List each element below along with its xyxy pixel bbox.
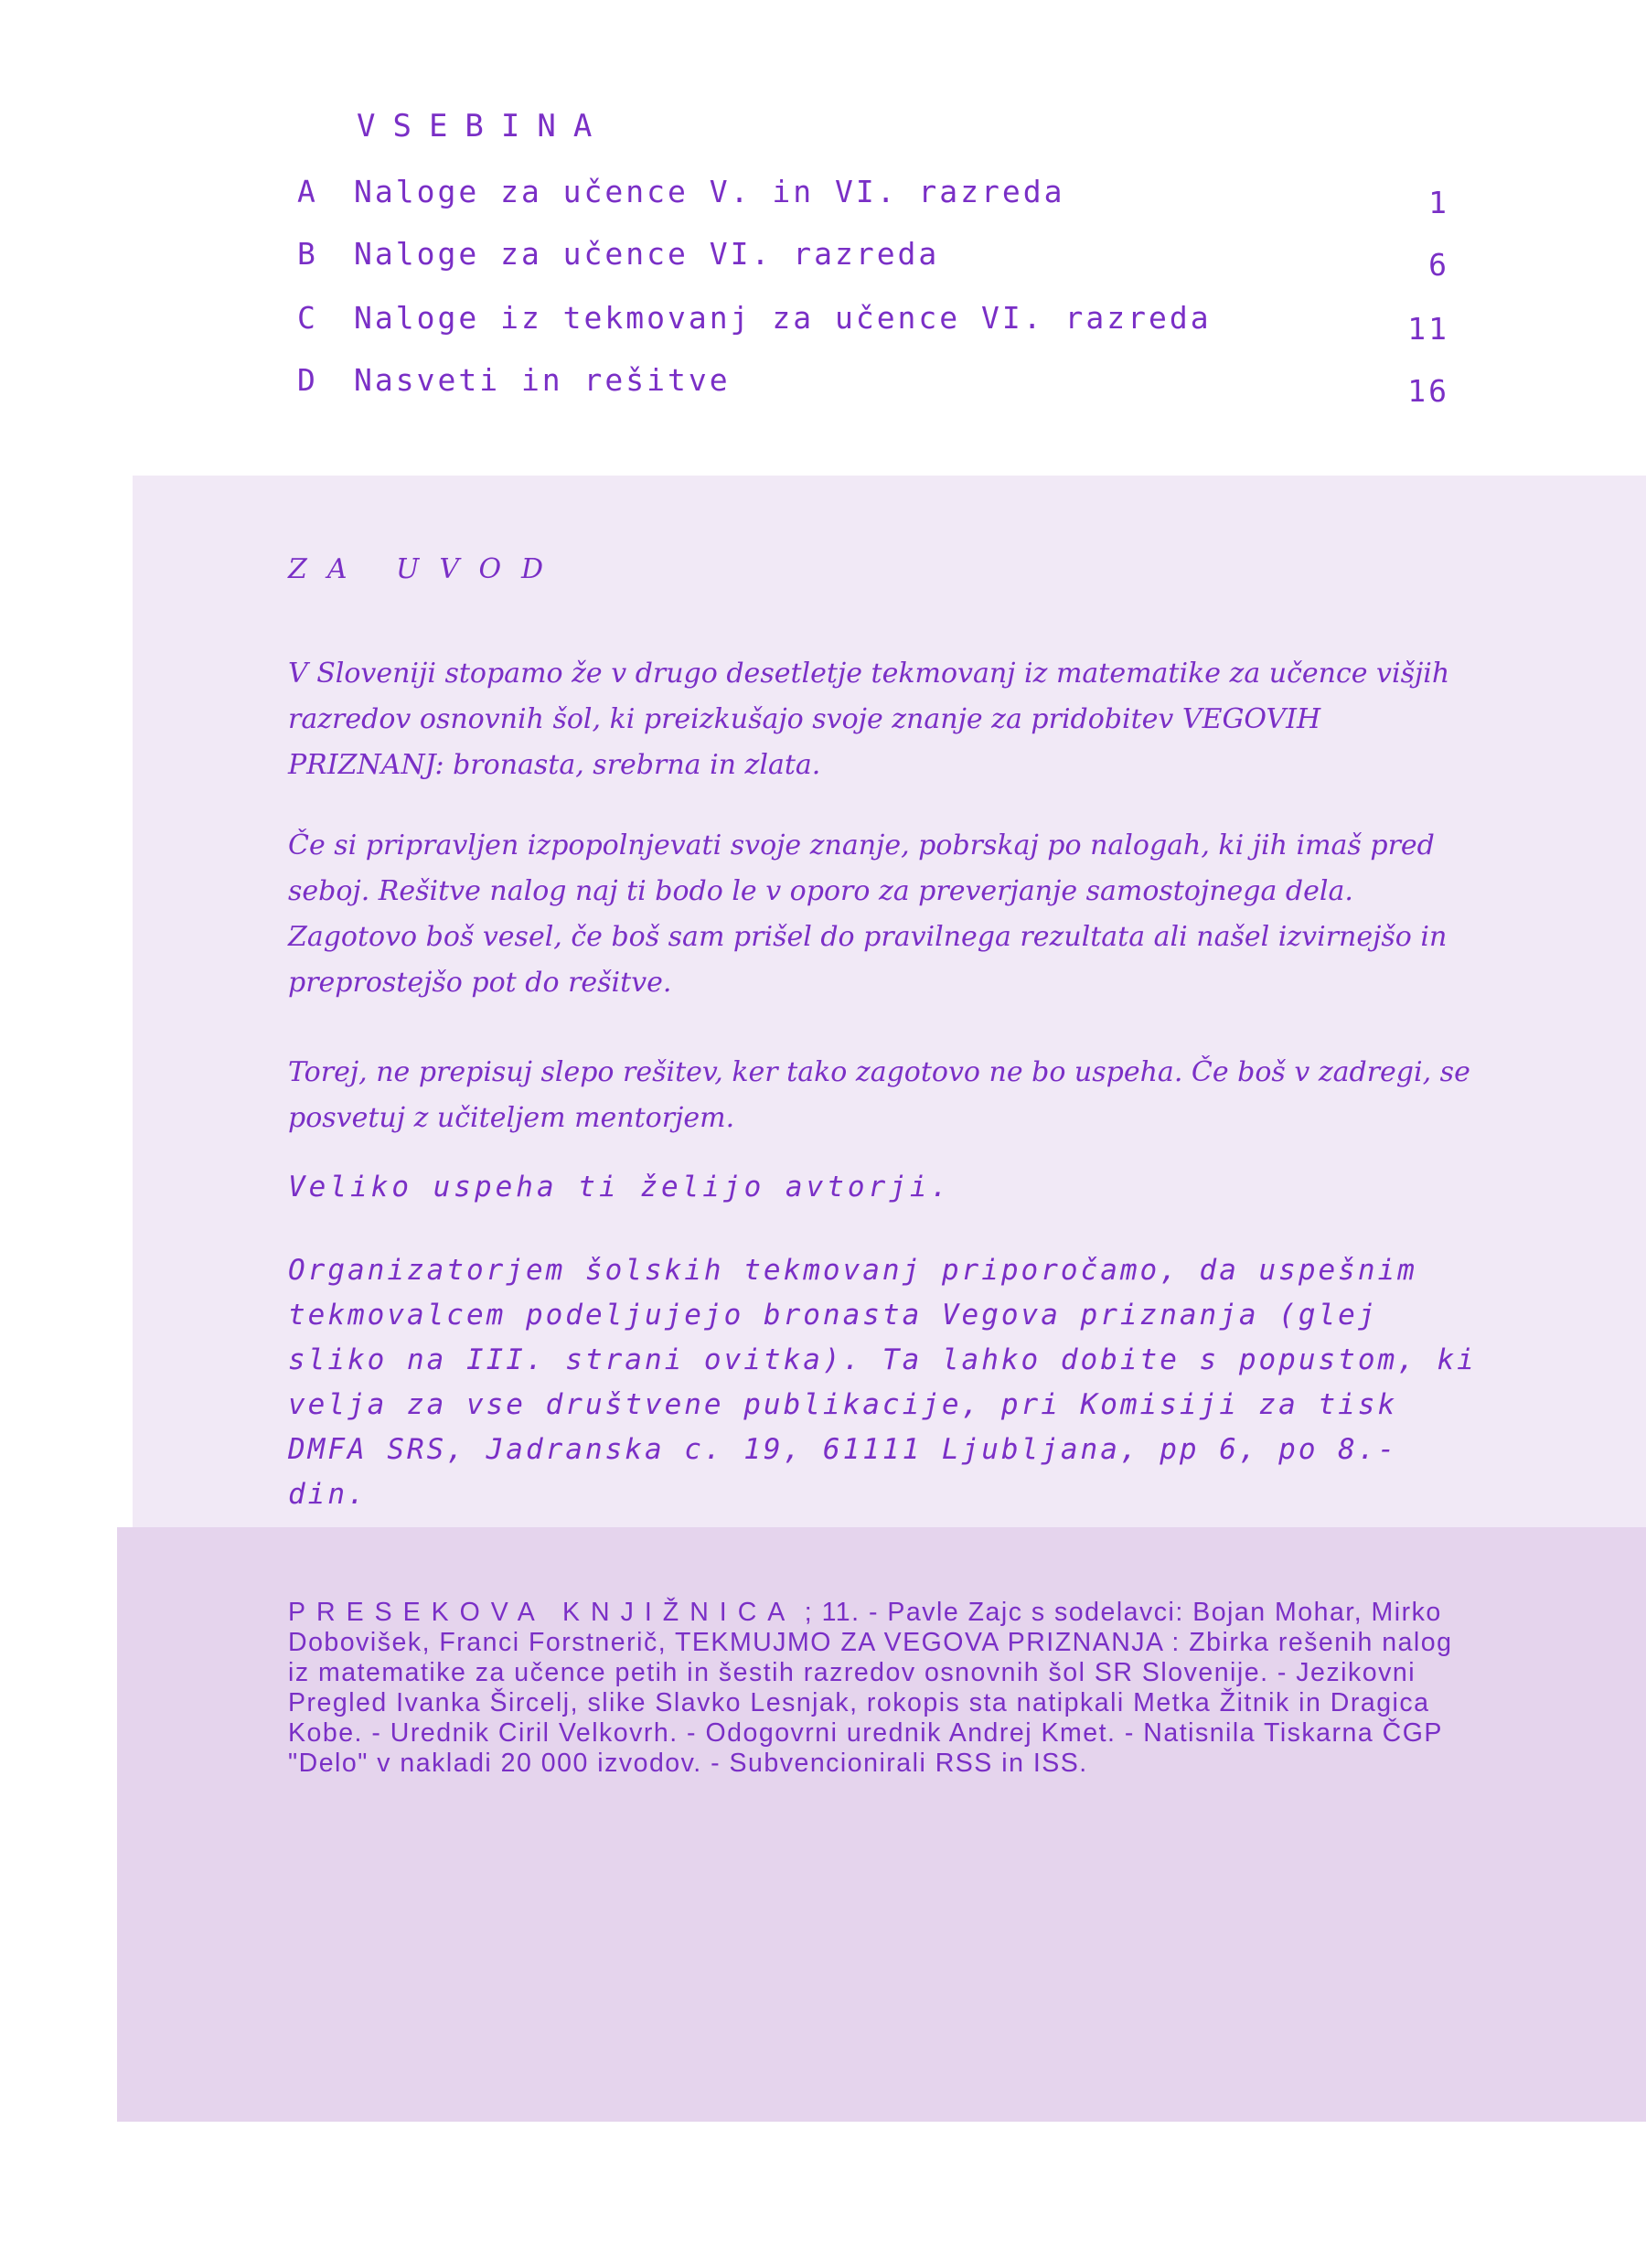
toc-entry-letter: C (297, 300, 318, 336)
colophon-series-title: PRESEKOVA KNJIŽNICA (288, 1598, 796, 1627)
toc-entry-page: 1 (1428, 185, 1449, 220)
colophon-details: ; 11. - Pavle Zajc s sodelavci: Bojan Mohar, Mirko Dobovišek, Franci Forstnerič, TEKMUJMO ZA VEGOVA PRIZNANJA : Zbirka rešenih nalog iz matematike za učence petih in šestih razredov osnovnih šol SR Slovenije. - Jezikovni Pregled Ivanka Šircelj, slike Slavko Lesnjak, rokopis sta natipkali Metka Žitnik in Dragica Kobe. - Urednik Ciril Velkovrh. - Odogovrni urednik Andrej Kmet. - Natisnila Tiskarna ČGP "Delo" v nakladi 20 000 izvodov. - Subvencionirali RSS in ISS. (288, 1598, 1453, 1778)
intro-paragraph: Torej, ne prepisuj slepo rešitev, ker tako zagotovo ne bo uspeha. Če boš v zadregi, se posvetuj z učiteljem mentorjem. (288, 1056, 1470, 1134)
intro-paragraph: Če si pripravljen izpopolnjevati svoje znanje, pobrskaj po nalogah, ki jih imaš pred seboj. Rešitve nalog naj ti bodo le v oporo za preverjanje samostojnega dela. Zagotovo boš vesel, če boš sam prišel do pravilnega rezultata ali našel izvirnejšo in preprostejšo pot do rešitve. (288, 829, 1448, 999)
toc-entry-letter: B (297, 236, 318, 272)
toc-entry-title: Naloge za učence VI. razreda (354, 236, 940, 272)
toc-entry-letter: D (297, 362, 318, 398)
toc-entry[interactable] (297, 236, 1449, 282)
intro-heading: ZA UVOD (288, 553, 564, 585)
toc-entry-page: 6 (1428, 247, 1449, 283)
toc-entry[interactable] (297, 174, 1449, 219)
toc-entry-title: Nasveti in rešitve (354, 362, 731, 398)
colophon (288, 1598, 1477, 1779)
toc-entry-page: 11 (1407, 311, 1449, 347)
toc-entry-title: Naloge za učence V. in VI. razreda (354, 174, 1065, 209)
toc-entry-page: 16 (1407, 373, 1449, 409)
toc-entry[interactable] (297, 362, 1449, 408)
toc-entry[interactable] (297, 300, 1449, 346)
intro-signoff: Veliko uspeha ti želijo avtorji. (288, 1171, 952, 1204)
toc-entry-title: Naloge iz tekmovanj za učence VI. razreda (354, 300, 1212, 336)
toc-entry-letter: A (297, 174, 318, 209)
intro-organizer-note: Organizatorjem šolskih tekmovanj priporočamo, da uspešnim tekmovalcem podeljujejo bronasta Vegova priznanja (glej sliko na III. strani ovitka). Ta lahko dobite s popustom, ki velja za vse društvene publikacije, pri Komisiji za tisk DMFA SRS, Jadranska c. 19, 61111 Ljubljana, pp 6, po 8.- din. (288, 1254, 1477, 1511)
intro-paragraph: V Sloveniji stopamo že v drugo desetletje tekmovanj iz matematike za učence višjih razredov osnovnih šol, ki preizkušajo svoje znanje za pridobitev VEGOVIH PRIZNANJ: bronasta, srebrna in zlata. (288, 658, 1450, 781)
toc-heading: VSEBINA (357, 108, 610, 144)
